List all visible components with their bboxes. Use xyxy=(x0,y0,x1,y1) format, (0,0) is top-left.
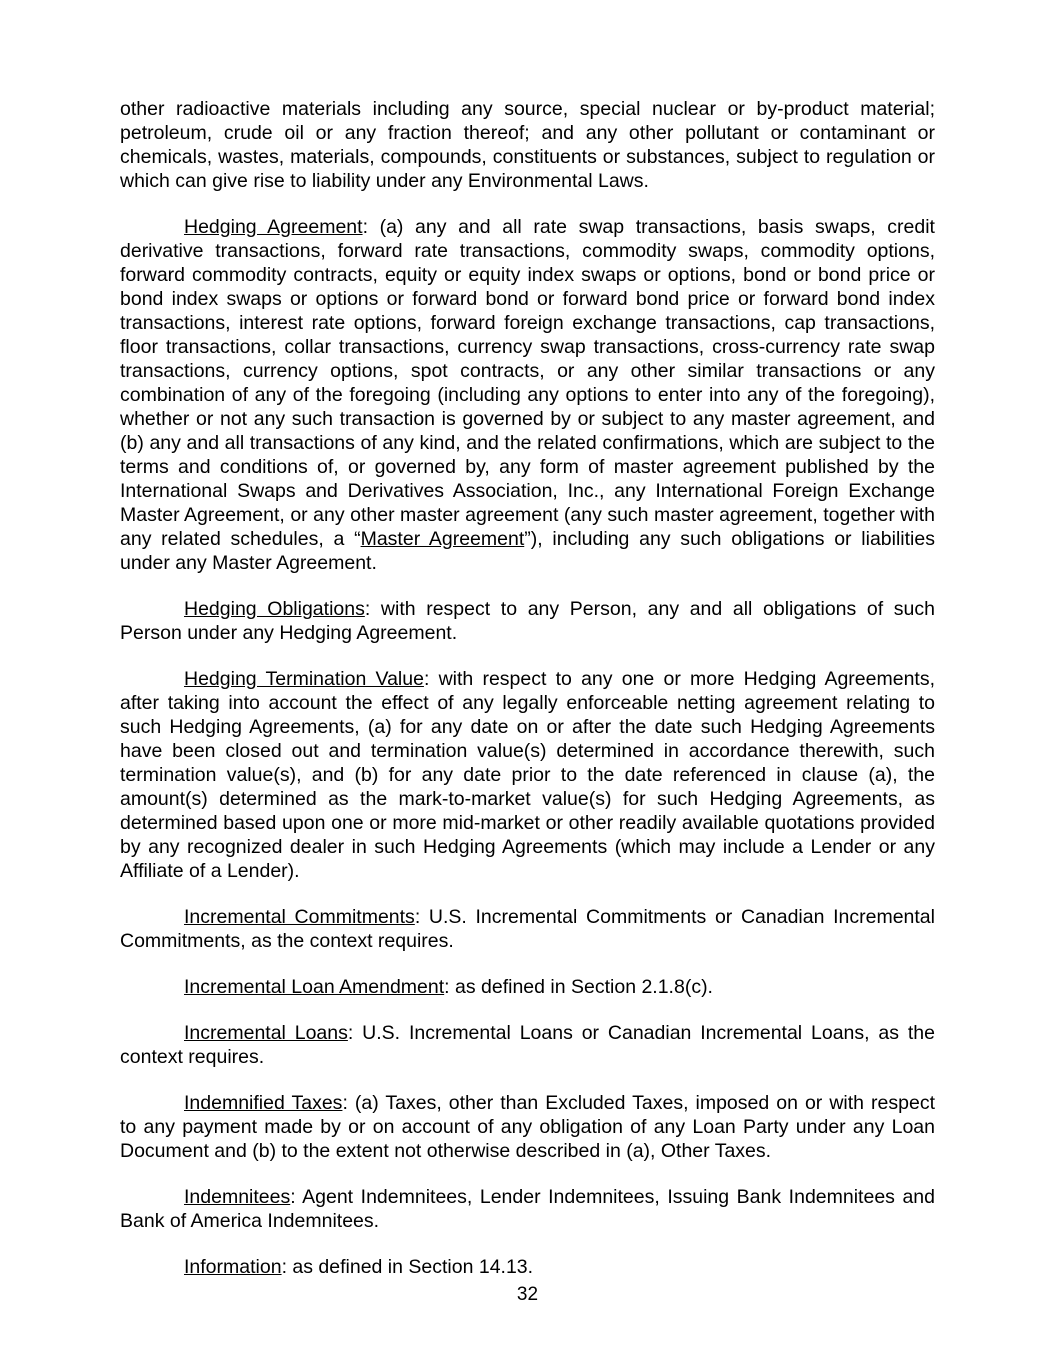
definition-text: : as defined in Section 2.1.8(c). xyxy=(444,976,713,998)
paragraph-environmental-laws-continuation xyxy=(120,97,935,193)
defined-term: Incremental Commitments xyxy=(184,906,415,928)
definition-hedging-termination-value xyxy=(120,667,935,883)
definition-text: : with respect to any Person, any and all obligations of such Person under any Hedging Agreement. xyxy=(120,598,935,644)
defined-term: Incremental Loans xyxy=(184,1022,348,1044)
definition-hedging-agreement xyxy=(120,215,935,575)
definition-incremental-commitments xyxy=(120,905,935,953)
defined-term: Information xyxy=(184,1256,282,1278)
defined-term: Indemnified Taxes xyxy=(184,1092,343,1114)
definition-text: : U.S. Incremental Commitments or Canadian Incremental Commitments, as the context requires. xyxy=(120,906,935,952)
definition-text: : with respect to any one or more Hedging Agreements, after taking into account the effect of any legally enforceable netting agreement relating to such Hedging Agreements, (a) for any date on or after the date such Hedging Agreements have been closed out and termination value(s) determined in accordance therewith, such termination value(s), and (b) for any date prior to the date referenced in clause (a), the amount(s) determined as the mark-to-market value(s) for such Hedging Agreements, as determined based upon one or more mid-market or other readily available quotations provided by any recognized dealer in such Hedging Agreements (which may include a Lender or any Affiliate of a Lender). xyxy=(120,668,936,882)
defined-term: Incremental Loan Amendment xyxy=(184,976,445,998)
page-number: 32 xyxy=(516,1284,539,1305)
definition-text: : Agent Indemnitees, Lender Indemnitees, Issuing Bank Indemnitees and Bank of America Indemnitees. xyxy=(120,1186,935,1232)
definition-incremental-loan-amendment xyxy=(120,975,935,999)
definition-hedging-obligations xyxy=(120,597,935,645)
definition-indemnitees xyxy=(120,1185,935,1233)
definition-text: : (a) Taxes, other than Excluded Taxes, imposed on or with respect to any payment made by or on account of any obligation of any Loan Party under any Loan Document and (b) to the extent not otherwise described in (a), Other Taxes. xyxy=(120,1092,935,1162)
definition-incremental-loans xyxy=(120,1021,935,1069)
defined-term: Hedging Agreement xyxy=(184,216,363,238)
defined-term: Hedging Obligations xyxy=(184,598,365,620)
definition-text: : as defined in Section 14.13. xyxy=(281,1256,534,1278)
defined-term: Hedging Termination Value xyxy=(184,668,424,690)
definition-information xyxy=(120,1255,935,1279)
paragraph-text: other radioactive materials including any source, special nuclear or by-product material; petroleum, crude oil or any fraction thereof; and any other pollutant or contaminant or chemicals, wastes, materials, compounds, constituents or substances, subject to regulation or which can give rise to liability under any Environmental Laws. xyxy=(120,98,935,192)
definition-indemnified-taxes xyxy=(120,1091,935,1163)
definition-text: : (a) any and all rate swap transactions, basis swaps, credit derivative transactions, forward rate transactions, commodity swaps, commodity options, forward commodity contracts, equity or equity index swaps or options, bond or bond price or bond index swaps or options or forward bond or forward bond price or forward bond index transactions, interest rate options, forward foreign exchange transactions, cap transactions, floor transactions, collar transactions, currency swap transactions, cross-currency rate swap transactions, currency options, spot contracts, or any other similar transactions or any combination of any of the foregoing (including any options to enter into any of the foregoing), whether or not any such transaction is governed by or subject to any master agreement, and (b) any and all transactions of any kind, and the related confirmations, which are subject to the terms and conditions of, or governed by, any form of master agreement published by the International Swaps and Derivatives Association, Inc., any International Foreign Exchange Master Agreement, or any other master agreement (any such master agreement, together with any related schedules, a “ xyxy=(120,216,935,550)
definition-text: : U.S. Incremental Loans or Canadian Incremental Loans, as the context requires. xyxy=(120,1022,935,1068)
defined-term-inline: Master Agreement xyxy=(360,528,525,550)
defined-term: Indemnitees xyxy=(184,1186,291,1208)
definition-text: ”), including any such obligations or liabilities under any Master Agreement. xyxy=(120,528,935,574)
